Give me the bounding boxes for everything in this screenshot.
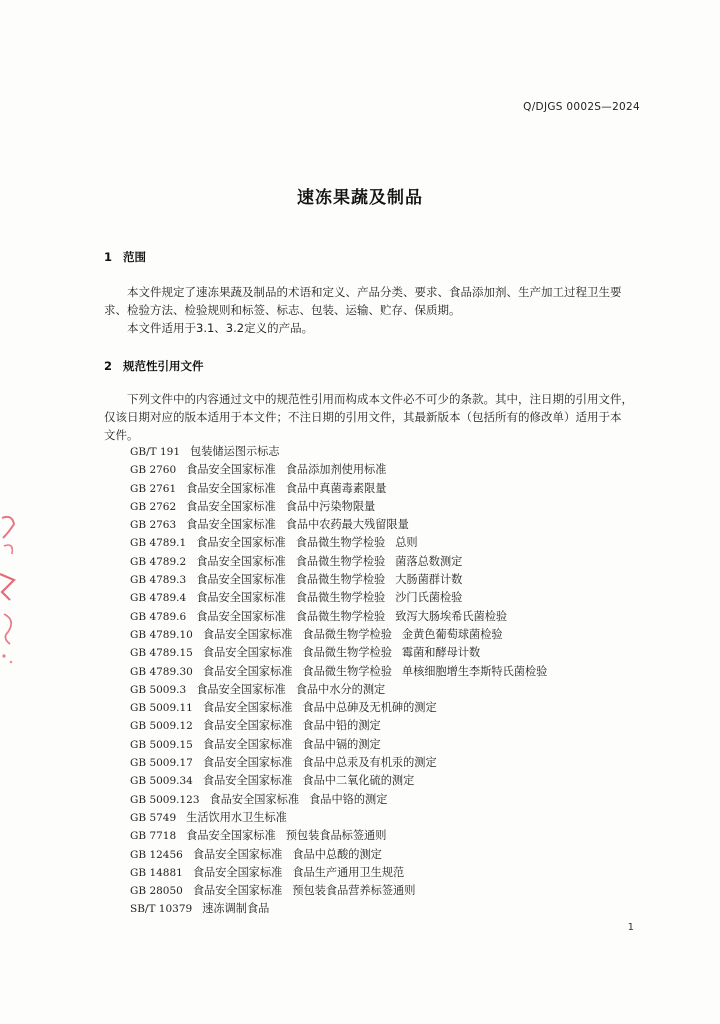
reference-title-part: 食品微生物学检验 [295,554,386,568]
reference-title-part: 食品微生物学检验 [295,536,386,550]
reference-item [130,553,547,571]
reference-code: GB 5009.12 [130,720,193,733]
reference-item [130,882,547,900]
seal-stamp-fragment [0,510,22,670]
reference-title-part: 食品微生物学检验 [295,573,386,587]
reference-list [130,443,547,919]
intro-line-2: 仅该日期对应的版本适用于本文件；不注日期的引用文件，其最新版本（包括所有的修改单）适用于本 [104,410,622,424]
reference-title-part: 食品微生物学检验 [302,664,392,678]
reference-title-part: 食品安全国家标准 [196,682,286,696]
reference-title-part: 食品中总汞及有机汞的测定 [302,756,437,770]
intro-line-3: 文件。 [104,428,139,442]
reference-title-part: 包装储运图示标志 [190,445,280,458]
reference-code: GB 5009.15 [130,738,193,751]
reference-title-part: 致泻大肠埃希氏菌检验 [395,609,508,623]
reference-title-part: 食品生产通用卫生规范 [292,865,405,879]
reference-title-part: 菌落总数测定 [395,554,463,568]
reference-title-part: 食品中铬的测定 [309,792,388,806]
reference-title-part: 食品安全国家标准 [202,664,293,678]
reference-title-part: 食品安全国家标准 [202,627,293,641]
reference-code: GB 4789.10 [130,628,193,641]
reference-title-part: 食品安全国家标准 [202,756,293,770]
reference-code: SB/T 10379 [130,903,193,916]
reference-title-part: 食品安全国家标准 [186,499,276,513]
reference-code: GB 14881 [130,866,183,879]
reference-title-part: 食品安全国家标准 [196,609,286,623]
scope-applicability: 本文件适用于3.1、3.2定义的产品。 [127,321,314,335]
reference-item [130,663,547,681]
reference-code: GB 4789.4 [130,592,187,605]
reference-code: GB 4789.15 [130,647,193,660]
reference-title-part: 食品微生物学检验 [302,627,392,641]
reference-code: GB 5009.123 [130,793,200,806]
reference-item [130,644,547,662]
section-2-heading [104,358,204,374]
reference-item [130,589,547,607]
reference-item [130,791,547,809]
reference-title-part: 食品中镉的测定 [302,737,381,751]
reference-code: GB 4789.6 [130,610,187,623]
reference-code: GB 2761 [130,482,177,495]
reference-title-part: 食品安全国家标准 [196,573,286,587]
reference-item [130,534,547,552]
reference-title-part: 食品安全国家标准 [196,536,286,550]
reference-item [130,900,547,918]
reference-code: GB 4789.3 [130,574,187,587]
reference-title-part: 食品中污染物限量 [285,499,376,513]
reference-code: GB 4789.1 [130,537,187,550]
reference-title-part: 食品安全国家标准 [202,774,293,788]
reference-code: GB 4789.30 [130,665,193,678]
reference-item [130,772,547,790]
reference-code: GB 5009.3 [130,683,187,696]
reference-title-part: 食品中铅的测定 [302,719,381,733]
reference-title-part: 预包装食品标签通则 [285,829,387,843]
reference-item [130,681,547,699]
reference-title-part: 食品安全国家标准 [186,481,276,495]
reference-item [130,809,547,827]
reference-code: GB 2763 [130,519,177,532]
reference-title-part: 食品安全国家标准 [209,792,300,806]
reference-item [130,846,547,864]
reference-item [130,864,547,882]
scope-paragraph [104,283,652,337]
reference-title-part: 大肠菌群计数 [395,573,463,587]
reference-code: GB 2760 [130,464,177,477]
reference-title-part: 食品安全国家标准 [186,463,276,477]
reference-title-part: 食品安全国家标准 [196,554,286,568]
reference-title-part: 单核细胞增生李斯特氏菌检验 [401,664,548,678]
reference-title-part: 食品安全国家标准 [202,701,293,715]
reference-code: GB 12456 [130,848,183,861]
reference-code: GB 5009.17 [130,757,193,770]
reference-item [130,461,547,479]
reference-title-part: 食品中二氧化硫的测定 [302,774,415,788]
reference-item [130,717,547,735]
reference-title-part: 食品中总砷及无机砷的测定 [302,701,437,715]
reference-title-part: 霉菌和酵母计数 [401,646,481,660]
reference-code: GB 4789.2 [130,555,187,568]
reference-code: GB 5749 [130,811,177,824]
reference-title-part: 金黄色葡萄球菌检验 [401,627,503,641]
intro-line-1: 下列文件中的内容通过文中的规范性引用而构成本文件必不可少的条款。其中，注日期的引用文件， [127,392,633,406]
reference-code: GB/T 191 [130,446,181,458]
reference-code: GB 5009.34 [130,775,193,788]
reference-title-part: 沙门氏菌检验 [395,591,463,605]
reference-item [130,498,547,516]
reference-title-part: 食品安全国家标准 [192,884,283,898]
section-2-title: 规范性引用文件 [123,359,204,373]
reference-item [130,516,547,534]
reference-title-part: 速冻调制食品 [202,902,270,916]
reference-code: GB 2762 [130,500,177,513]
reference-title-part: 食品微生物学检验 [302,646,392,660]
page-number: 1 [627,922,634,933]
document-title: 速冻果蔬及制品 [297,188,423,208]
reference-code: GB 5009.11 [130,702,193,715]
scope-line-2: 求、检验方法、检验规则和标签、标志、包装、运输、贮存、保质期。 [104,303,461,317]
reference-title-part: 食品中农药最大残留限量 [285,518,409,532]
reference-title-part: 生活饮用水卫生标准 [186,810,287,824]
section-1-title: 范围 [123,250,146,264]
reference-item [130,480,547,498]
reference-title-part: 食品中真菌毒素限量 [285,481,387,495]
reference-title-part: 食品安全国家标准 [202,646,293,660]
reference-code: GB 28050 [130,885,183,898]
reference-title-part: 食品中总酸的测定 [292,847,382,861]
reference-title-part: 食品微生物学检验 [295,591,386,605]
reference-item [130,736,547,754]
reference-code: GB 7718 [130,830,177,843]
reference-title-part: 食品安全国家标准 [192,865,283,879]
section-1-heading [104,249,146,265]
reference-title-part: 食品安全国家标准 [202,719,293,733]
reference-item [130,608,547,626]
reference-title-part: 食品中水分的测定 [295,682,386,696]
section-2-number: 2 [104,359,113,373]
references-intro [104,390,652,444]
reference-title-part: 食品安全国家标准 [186,829,276,843]
reference-title-part: 食品安全国家标准 [186,518,276,532]
scope-line-1: 本文件规定了速冻果蔬及制品的术语和定义、产品分类、要求、食品添加剂、生产加工过程卫生要 [127,285,622,299]
reference-title-part: 食品安全国家标准 [202,737,293,751]
reference-title-part: 食品安全国家标准 [192,847,283,861]
reference-item [130,443,547,461]
reference-item [130,571,547,589]
section-1-number: 1 [104,250,113,264]
reference-item [130,827,547,845]
reference-item [130,699,547,717]
reference-item [130,626,547,644]
reference-title-part: 总则 [395,536,418,550]
document-code: Q/DJGS 0002S—2024 [523,101,640,113]
reference-title-part: 食品微生物学检验 [295,609,386,623]
reference-title-part: 食品添加剂使用标准 [285,463,387,477]
reference-title-part: 预包装食品营养标签通则 [292,884,416,898]
reference-title-part: 食品安全国家标准 [196,591,286,605]
reference-item [130,754,547,772]
